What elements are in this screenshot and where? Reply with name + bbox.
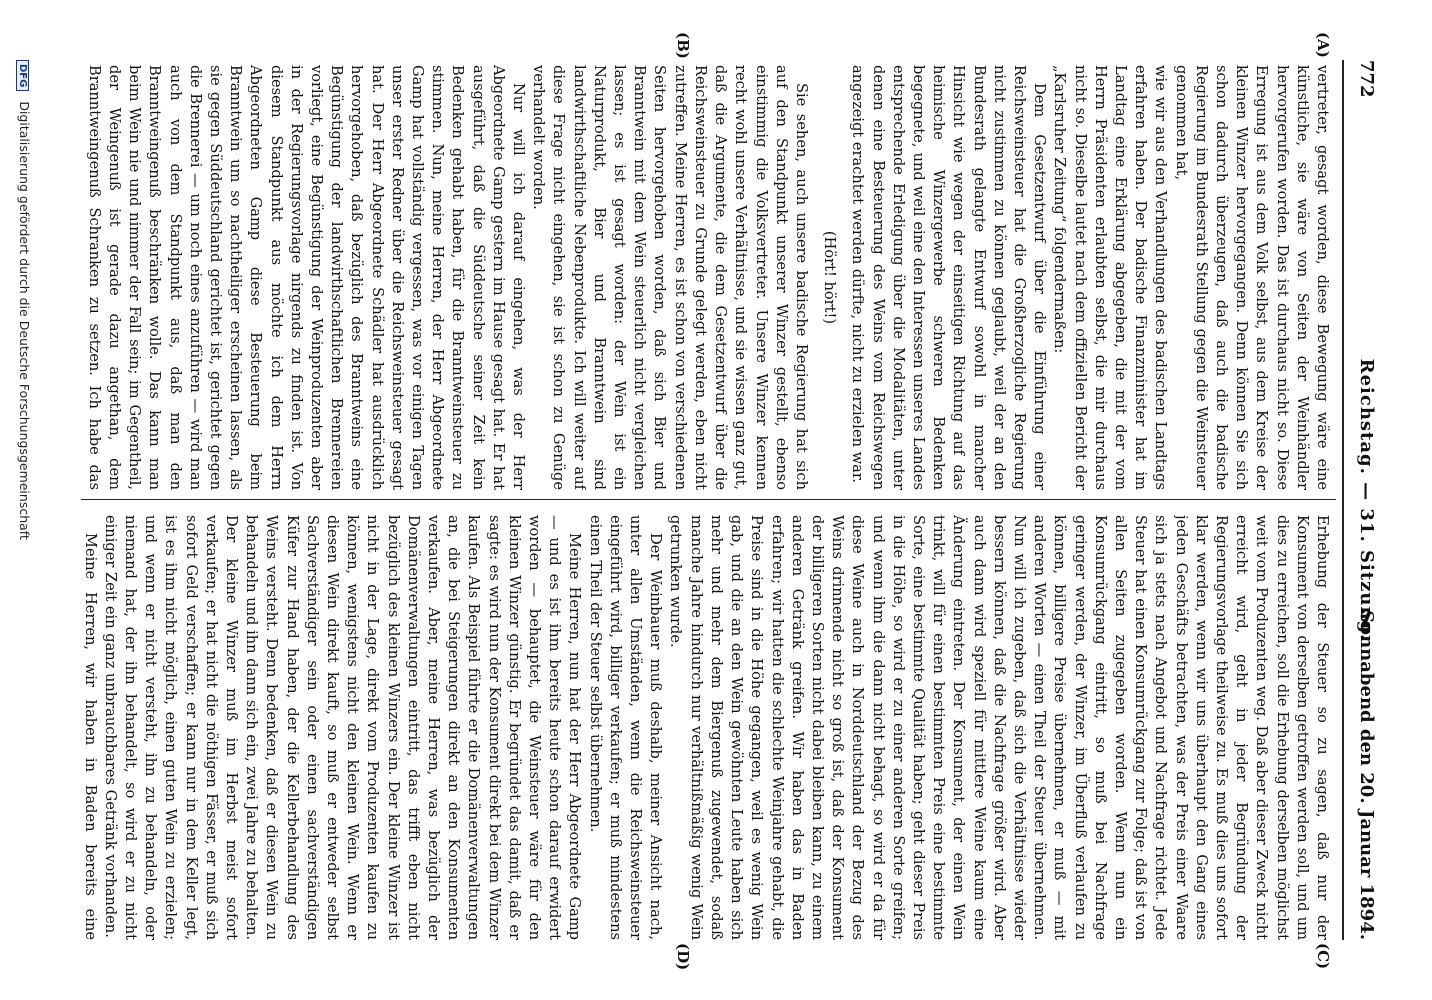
marker-a: (A) [1314, 32, 1332, 58]
right-column [82, 515, 1332, 940]
paragraph-quote: Dem Gesetzentwurf über die Einführung einer Reichsweinsteuer hat die Großherzogliche Regierung nicht zustimmen zu können geglaubt, weil der an den Bundesrath gelangte Entwurf sowohl in mancher Hinsicht wie wegen der einseitigen Richtung auf das heimische Winzergewerbe schweren Bedenken begegnete, und weil eine den Interessen unseres Landes entsprechende Erledigung über die Modalitäten, unter denen eine Besteuerung des Weins vom Reichswegen angezeigt erachtet werden dürfte, nicht zu erzielen war. [849, 65, 1049, 490]
paragraph: wie wir aus den Verhandlungen des badischen Landtags erfahren haben. Der badische Finanzminister hat im Landtag eine Erklärung abgegeben, die mit der vom Herrn Präsidenten erlaubten selbst, die mir durchaus nicht so. Dieselbe lautet nach dem offiziellen Bericht der „Karlsruher Zeitung“ folgendermaßen: [1051, 65, 1170, 490]
page-number: 772 [1356, 60, 1377, 98]
interjection: (Hört! hört!) [821, 230, 839, 325]
digitization-footer [16, 60, 32, 760]
header-rule [1342, 60, 1344, 940]
dfg-logo: DFG [16, 60, 29, 91]
footer-text: Digitalisierung gefördert durch die Deutsche Forschungsgemeinschaft [17, 101, 32, 540]
marker-b: (B) [674, 32, 692, 59]
paragraph: Erhebung der Steuer so zu sagen, daß nur der Konsument von derselben getroffen werden soll, und um dies zu erreichen, soll die Erhebung derselben möglichst weit vom Produzenten weg. Daß aber dieser Zweck nicht erreicht wird, geht in jeder Begründung der Regierungsvorlage theilweise zu. Es muß dies uns sofort klar werden, wenn wir uns überhaupt den Gang eines jeden Geschäfts betrachten, was der Preis einer Waare sich ja stets nach Angebot und Nachfrage richtet. Jede Steuer hat einen Konsumrückgang zur Folge; daß ist von allen Seiten zugegeben worden. Wenn nun ein Konsumrückgang eintritt, so muß bei Nachfrage geringer werden, der Winzer, im Überfluß verlaufen zu können, billigere Preise übernehmen, er muß — mit anderen Worten — einen Theil der Steuer übernehmen. Nun will ich zugeben, daß sich die Verhältnisse wieder bessern können, daß die Nachfrage größer wird. Aber auch dann wird speziell für mittlere Weine kaum eine Änderung eintreten. Der Konsument, der einen Wein trinkt, will für einen bestimmten Preis eine bestimmte Sorte, eine bestimmte Qualität haben; geht dieser Preis in die Höhe, so wird er zu einer anderen Sorte greifen; und wenn ihm die dann nicht behagt, so wird er da für diese Weine auch in Norddeutschland der Bezug des Weins drinnende nicht so groß ist, daß der Konsument der billigeren Sorten nicht dabei bleiben kann, zu einem anderen Getränk greifen. Wir haben das in Baden erfahren; wir hatten die schlechte Weinjahre gehabt, die Preise sind in die Höhe gegangen, weil es wenig Wein gab, und die an den Wein gewöhnten Leute haben sich mehr und mehr dem Biergenuß zugewendet, sodaß manche Jahre hindurch nur verhältnißmäßig wenig Wein getrunken wurde. [667, 515, 1331, 940]
marker-d: (D) [674, 943, 692, 971]
page-header [1345, 60, 1377, 940]
paragraph: Meine Herren, wir haben in Baden bereits eine [82, 533, 99, 940]
column-divider [81, 499, 1336, 500]
paragraph: Nur will ich darauf eingehen, was der Herr Abgeordnete Gamp gestern im Hause gesagt hat. Er hat ausgeführt, daß die Süddeutsche seiner Zeit kein Bedenken gehabt haben, für die Branntweinsteuer zu stimmen. Nun, meine Herren, der Herr Abgeordnete Gamp hat vollständig vergessen, was vor einigen Tagen unser erster Redner über die Reichsweinsteuer gesagt hat. Der Herr Abgeordnete Schädler hat ausdrücklich hervorgehoben, daß bezüglich des Branntweins eine Begünstigung der landwirthschaftlichen Brennereien vorliegt, eine Begünstigung der Weinproduzenten aber in der Regierungsvorlage nirgends zu finden ist. Von diesem Standpunkt aus möchte ich dem Herrn Abgeordneten Gamp diese Besteuerung beim Branntwein um so nachtheiliger erscheinen lassen, als sie gegen Süddeutschland gerichtet ist, gerichtet gegen die Brennerei — um noch eines anzuführen — wird man auch von dem Standpunkt aus, daß man den Branntweingenuß beschränken wolle. Das kann man beim Wein nie und nimmer der Fall sein; im Gegentheil, der Weingenuß ist gerade dazu angethan, dem Branntweingenuß Schranken zu setzen. Ich habe das [85, 65, 528, 490]
paragraph: Sie sehen, auch unsere badische Regierung hat sich auf den Standpunkt unserer Winzer gestellt, ebenso einstimmig die Volksvertreter. Unsere Winzer kennen recht wohl unsere Verhältnisse, und sie wissen ganz gut, daß die Argumente, die dem Gesetzentwurf über die Reichsweinsteuer zu Grunde gelegt werden, eben nicht zutreffen. Meine Herren, es ist schon von verschiedenen Seiten hervorgehoben worden, daß sich Bier und Branntwein mit dem Wein steuerlich nicht vergleichen lassen; es ist gesagt worden: der Wein ist ein Naturprodukt, Bier und Branntwein sind landwirthschaftliche Nebenprodukte. Ich will weiter auf diese Frage nicht eingehen, sie ist schon zu Genüge verhandelt worden. [530, 65, 810, 490]
page-title: Reichstag. — 31. Sitzung. [1356, 358, 1377, 642]
marker-c: (C) [1314, 943, 1332, 970]
session-date: Sonnabend den 20. Januar 1894. [1356, 610, 1377, 940]
paragraph: Der Weinbauer muß deshalb, meiner Ansicht nach, unter allen Umständen, wenn die Reichsweinsteuer eingeführt wird, billiger verkaufen; er muß mindestens einen Theil der Steuer selbst übernehmen. [586, 515, 665, 940]
paragraph: Meine Herren, nun hat der Herr Abgeordnete Gamp — und es ist ihm bereits heute schon darauf erwidert worden — behauptet, die Weinsteuer wäre für den kleinen Winzer günstig. Er begründet das damit, daß er sagte: es wird nun der Konsument direkt bei dem Winzer kaufen. Als Beispiel führte er die Domänenverwaltungen an, die bei Steigerungen direkt an den Konsumenten verkaufen. Aber, meine Herren, was bezüglich der Domänenverwaltungen eintritt, das trifft eben nicht bezüglich des kleinen Winzers ein. Der kleine Winzer ist nicht in der Lage, direkt vom Produzenten kaufen zu können, wenigstens nicht den kleinen Wein. Wenn er diesen Wein direkt kauft, so muß er entweder selbst Sachverständiger sein oder einen sachverständigen Küfer zur Hand haben, der die Kellerbehandlung des Weins versteht. Denn bedenken, daß er diesen Wein zu behandeln und ihn dann sich ein, zwei Jahre zu behalten. Der kleine Winzer muß im Herbst meist sofort verkaufen; er hat nicht die nöthigen Fässer, er muß sich sofort Geld verschaffen; er kann nur in dem Keller legt, ist es ihm nicht möglich, einen guten Wein zu erzielen; und wenn er nicht versteht, ihn zu behandeln, oder niemand hat, der ihn behandelt, so wird er zu nicht einiger Zeit ein ganz unbrauchbares Getränk vorhanden. [101, 515, 584, 940]
left-column [82, 65, 1332, 490]
paragraph: vertreter, gesagt worden, diese Bewegung wäre eine künstliche, sie wäre von Seiten der Weinhändler hervorgerufen worden. Das ist durchaus nicht so. Diese Erregung ist aus dem Volk selbst, aus dem Kreise der kleinen Winzer hervorgegangen. Denn können Sie sich schon dadurch überzeugen, daß auch die badische Regierung im Bundesrath Stellung gegen die Weinsteuer genommen hat, [1172, 65, 1331, 490]
